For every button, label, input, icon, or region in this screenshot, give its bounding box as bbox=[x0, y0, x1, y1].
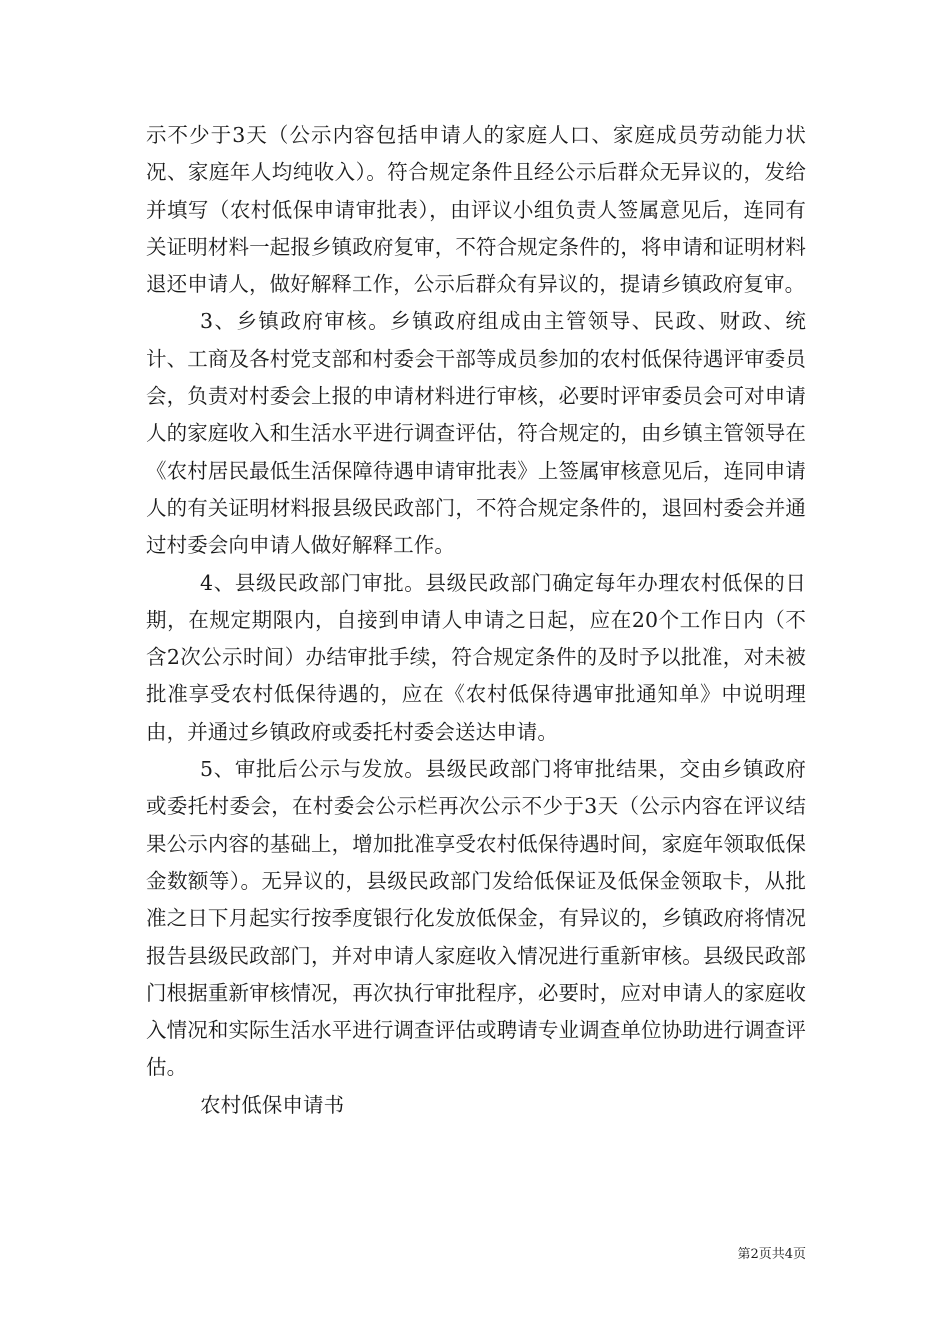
section-heading: 农村低保申请书 bbox=[200, 1092, 345, 1117]
paragraph-continuation: 示不少于3天（公示内容包括申请人的家庭人口、家庭成员劳动能力状况、家庭年人均纯收入）。符合规定条件且经公示后群众无异议的，发给并填写（农村低保申请审批表），由评议小组负责人签属意见后，连同有关证明材料一起报乡镇政府复审，不符合规定条件的，将申请和证明材料退还申请人，做好解释工作，公示后群众有异议的，提请乡镇政府复审。 bbox=[146, 123, 806, 297]
paragraph-township-review: 3、乡镇政府审核。乡镇政府组成由主管领导、民政、财政、统计、工商及各村党支部和村委会干部等成员参加的农村低保待遇评审委员会，负责对村委会上报的申请材料进行审核，必要时评审委员会可对申请人的家庭收入和生活水平进行调查评估，符合规定的，由乡镇主管领导在《农村居民最低生活保障待遇申请审批表》上签属审核意见后，连同申请人的有关证明材料报县级民政部门，不符合规定条件的，退回村委会并通过村委会向申请人做好解释工作。 bbox=[146, 309, 806, 558]
paragraph-publicity-and-payment: 5、审批后公示与发放。县级民政部门将审批结果，交由乡镇政府或委托村委会，在村委会公示栏再次公示不少于3天（公示内容在评议结果公示内容的基础上，增加批准享受农村低保待遇时间，家庭年领取低保金数额等）。无异议的，县级民政部门发给低保证及低保金领取卡，从批准之日下月起实行按季度银行化发放低保金，有异议的，乡镇政府将情况报告县级民政部门，并对申请人家庭收入情况进行重新审核。县级民政部门根据重新审核情况，再次执行审批程序，必要时，应对申请人的家庭收入情况和实际生活水平进行调查评估或聘请专业调查单位协助进行调查评估。 bbox=[146, 757, 806, 1080]
page-number: 第2页共4页 bbox=[737, 1247, 806, 1262]
body-text bbox=[146, 117, 806, 1124]
paragraph-county-approval: 4、县级民政部门审批。县级民政部门确定每年办理农村低保的日期，在规定期限内，自接到申请人申请之日起，应在20个工作日内（不含2次公示时间）办结审批手续，符合规定条件的及时予以批准，对未被批准享受农村低保待遇的，应在《农村低保待遇审批通知单》中说明理由，并通过乡镇政府或委托村委会送达申请。 bbox=[146, 570, 806, 744]
